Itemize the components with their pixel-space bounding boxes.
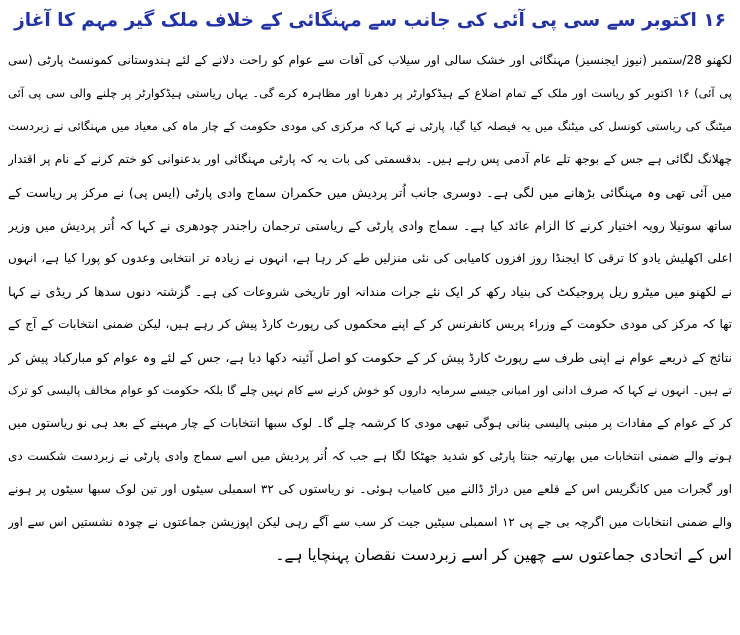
article-line: نتائج کے ذریعے عوام نے اپنی طرف سے رپورٹ کارڈ پیش کر کے حکومت کو اصل آئینہ دکھا دیا ہے، جس کے لئے وہ عوام کو مبارکباد پیش کر bbox=[8, 350, 732, 365]
article-line: اعلی اکھلیش یادو کا ترقی کا ایجنڈا روز افزوں کامیابی کی نئی منزلیں طے کر رہا ہے، انہوں نے زیادہ تر انتخابی وعدوں کو پورا کیا ہے، انہوں bbox=[8, 251, 732, 265]
article-line: تے ہیں۔ انہوں نے کہا کہ صرف ادانی اور امبانی جیسے سرمایہ داروں کو خوش کرنے سے کام نہیں چلے گا بلکہ حکومت کو عوام مخالف پالیسی کو ترک bbox=[8, 383, 732, 397]
article-line: نے لکھنو میں میٹرو ریل پروجیکٹ کی بنیاد رکھ کر ایک نئے جرات مندانہ اور تاریخی شروعات کی ہے۔ گزشتہ دنوں سدھا کر ریڈی نے کہا bbox=[8, 284, 732, 299]
article-line: چھلانگ لگائی ہے جس کے بوجھ تلے عام آدمی پس رہے ہیں۔ بدقسمتی کی بات یہ کہ پارٹی مہنگائی اور بدعنوانی کو ختم کرنے کے نام پر اقتدار bbox=[8, 152, 732, 166]
article-line: میں آئی تھی وہ مہنگائی بڑھانے میں لگی ہے۔ دوسری جانب اُتر پردیش میں حکمران سماج وادی پارٹی (ایس پی) نے مرکز پر ریاست کے bbox=[8, 185, 732, 200]
article-body bbox=[8, 44, 732, 572]
article-line: ساتھ سوتیلا رویہ اختیار کرنے کا الزام عائد کیا ہے۔ سماج وادی پارٹی کے ریاستی ترجمان راجندر چودھری نے کہا کہ اُتر پردیش میں وزیر bbox=[8, 218, 732, 233]
article-line: والے ضمنی انتخابات میں اگرچہ بی جے پی ۱۲ اسمبلی سیٹیں جیت کر سب سے آگے رہی لیکن اپوزیشن جماعتوں نے چودہ نشستیں اس سے اور bbox=[8, 515, 732, 529]
article-line: اور گجرات میں کانگریس اس کے قلعے میں دراڑ ڈالنے میں کامیاب ہوئی۔ نو ریاستوں کی ۳۲ اسمبلی سیٹوں اور تین لوک سبھا سیٹوں پر ہونے bbox=[8, 482, 732, 496]
article-line: کر کے عوام کے مفادات پر مبنی پالیسی بنانی ہوگی تبھی مودی کا کرشمہ چلے گا۔ لوک سبھا انتخابات کے چار مہینے کے بعد ہی نو ریاستوں میں bbox=[8, 416, 732, 430]
article-line: تھا کہ مرکز کی مودی حکومت کے وزراء پریس کانفرنس کر کے اپنے محکموں کی رپورٹ کارڈ پیش کر رہے ہیں، لیکن ضمنی انتخابات کے آج کے bbox=[8, 317, 732, 331]
article-headline: ۱۶ اکتوبر سے سی پی آئی کی جانب سے مہنگائی کے خلاف ملک گیر مہم کا آغاز bbox=[14, 10, 726, 31]
article-line: اس کے اتحادی جماعتوں سے چھین کر اسے زبردست نقصان پہنچایا ہے۔ bbox=[275, 546, 732, 564]
news-article bbox=[8, 0, 732, 635]
article-line: ہونے والے ضمنی انتخابات میں بھارتیہ جنتا پارٹی کو شدید جھٹکا لگا ہے جب کہ اُتر پردیش میں اسے سماج وادی پارٹی نے زبردست شکست دی bbox=[8, 449, 732, 463]
article-line: لکھنو 28/ستمبر (نیوز ایجنسیز) مہنگائی اور خشک سالی اور سیلاب کی آفات سے عوام کو راحت دلانے کے لئے ہندوستانی کمونسٹ پارٹی (سی bbox=[8, 53, 732, 67]
article-line: میٹنگ کی ریاستی کونسل کی میٹنگ میں یہ فیصلہ کیا گیا، پارٹی نے کہا کہ مرکزی کی مودی حکومت کے چار ماہ کی معیاد میں مہنگائی نے زبردست bbox=[8, 119, 732, 133]
article-line: پی آئی) ۱۶ اکتوبر کو ریاست اور ملک کے تمام اضلاع کے ہیڈکوارٹر پر دھرنا اور مظاہرہ کرے گی۔ یہاں ریاستی ہیڈکوارٹر پر چلنے والی سی پی آئی bbox=[8, 86, 732, 100]
